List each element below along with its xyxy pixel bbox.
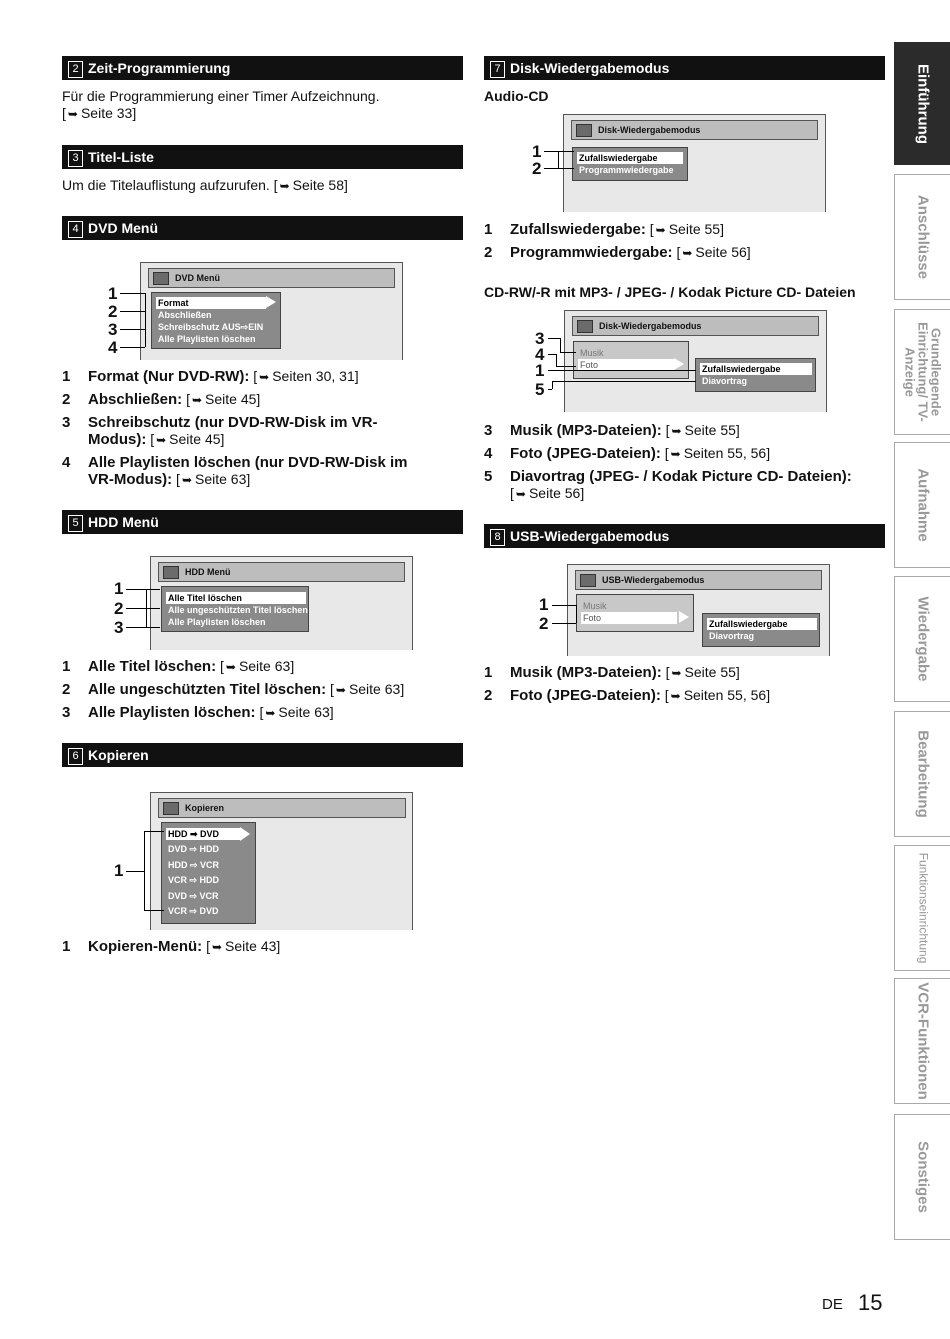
callout-number: 1 [535,361,545,380]
list-item: 1 Musik (MP3-Dateien): [ ➥ Seite 55] [484,664,740,681]
copy-icon [163,802,179,815]
menu-item[interactable]: Musik [583,601,607,611]
triangle-right-icon [674,358,684,370]
arrow-right-icon: ➥ [515,487,526,501]
section-header-disk-wiedergabemodus [484,56,885,80]
list-item: 5 Diavortrag (JPEG- / Kodak Picture CD- Dateien): [ ➥ Seite 56] [484,468,852,501]
arrow-right-icon: ➥ [682,246,693,260]
page-reference: Seite 58 [292,177,344,193]
callout-number: 3 [114,618,124,637]
menu-list [161,586,309,632]
callout-number: 5 [535,380,545,399]
menu-list [573,341,689,379]
list-item: 1 Kopieren-Menü: [ ➥ Seite 43] [62,938,281,955]
screen-header-label: HDD Menü [185,567,231,577]
callout-line [552,605,576,606]
menu-item[interactable]: VCR ⇨ DVD [168,906,219,916]
list-item: 1 Alle Titel löschen: [ ➥ Seite 63] [62,658,295,675]
menu-item[interactable]: Alle Playlisten löschen [158,334,256,344]
screen-header [148,268,395,288]
list-item: 4 Foto (JPEG-Dateien): [ ➥ Seiten 55, 56] [484,445,771,462]
cd-rw-screen [564,310,827,412]
section-number: 8 [490,529,505,546]
section-title: Kopieren [88,747,149,763]
arrow-right-icon: ➥ [265,706,276,720]
section-header-usb-wiedergabemodus [484,524,885,548]
tab-label: Grundlegende Einrichtung/ TV-Anzeige [902,322,943,422]
menu-item[interactable]: Format [156,297,266,309]
submenu-list [702,613,820,647]
screen-header [158,562,405,582]
section-number: 5 [68,515,83,532]
tab-label: Bearbeitung [914,730,931,818]
language-code: DE [822,1296,843,1313]
section-header-zeit-programmierung [62,56,463,80]
arrow-right-icon: ➥ [671,666,682,680]
dvd-menu-screen [140,262,403,360]
usb-screen [567,564,830,656]
tab-label: Aufnahme [914,468,931,542]
tab-label: Wiedergabe [914,596,931,682]
section-title: DVD Menü [88,220,158,236]
callout-line [126,627,160,628]
menu-item[interactable]: Abschließen [158,310,212,320]
menu-item[interactable]: Musik [580,348,604,358]
menu-item[interactable]: Foto [581,612,677,624]
tab-anschluesse[interactable] [894,174,950,300]
callout-number: 2 [539,614,549,633]
callout-line [556,366,576,367]
arrow-right-icon: ➥ [655,223,666,237]
callout-line [144,910,164,911]
arrow-right-icon: ➥ [181,473,192,487]
callout-bracket [560,338,561,352]
section-header-dvd-menu [62,216,463,240]
menu-list [151,292,281,349]
disc-icon [576,124,592,137]
arrow-right-icon: ➥ [225,660,236,674]
menu-item[interactable]: DVD ⇨ HDD [168,844,220,854]
menu-item[interactable]: DVD ⇨ VCR [168,891,219,901]
list-item: 2 Abschließen: [ ➥ Seite 45] [62,391,261,408]
callout-number: 2 [532,159,542,178]
kopieren-screen [150,792,413,930]
screen-header-label: Disk-Wiedergabemodus [598,125,701,135]
section-number: 3 [68,150,83,167]
menu-item[interactable]: Programmwiedergabe [579,165,674,175]
callout-line [552,381,696,382]
callout-number: 4 [108,338,118,357]
list-item: 2 Foto (JPEG-Dateien): [ ➥ Seiten 55, 56] [484,687,771,704]
section-number: 6 [68,748,83,765]
callout-number: 1 [108,284,118,303]
section-title: USB-Wiedergabemodus [510,528,670,544]
callout-number: 1 [539,595,549,614]
section-title: Zeit-Programmierung [88,60,231,76]
callout-line [548,338,560,339]
callout-line [126,608,160,609]
list-item: 3 Musik (MP3-Dateien): [ ➥ Seite 55] [484,422,740,439]
screen-header-label: Kopieren [185,803,225,813]
page-reference: Seite 33 [80,105,133,121]
callout-line [120,293,145,294]
screen-header [158,798,406,818]
usb-icon [580,574,596,587]
callout-bracket [552,381,553,389]
callout-line [120,329,145,330]
subsection-label: Audio-CD [484,88,549,104]
tab-grundlegende-einrichtung[interactable] [894,309,950,435]
arrow-right-icon: ➥ [191,393,203,407]
arrow-right-icon: ➥ [335,683,346,697]
menu-item[interactable]: VCR ⇨ HDD [168,875,220,885]
list-item: 3 Alle Playlisten löschen: [ ➥ Seite 63] [62,704,334,721]
callout-number: 2 [108,302,118,321]
callout-number: 4 [535,345,545,364]
callout-number: 3 [535,329,545,348]
tab-vcr-funktionen[interactable] [894,978,950,1104]
tab-label: Anschlüsse [914,194,931,280]
screen-header [575,570,822,590]
menu-item[interactable]: Alle Titel löschen [166,592,306,604]
callout-line [548,354,556,355]
callout-bracket [556,354,557,366]
tab-funktionseinrichtung[interactable] [894,845,950,971]
callout-number: 3 [108,320,118,339]
menu-item[interactable]: Alle ungeschützten Titel löschen [168,605,308,615]
list-item: 2 Alle ungeschützten Titel löschen: [ ➥ Seite 63] [62,681,405,698]
tab-label: VCR-Funktionen [914,982,931,1100]
subsection-label: CD-RW/-R mit MP3- / JPEG- / Kodak Picture CD- Dateien [484,284,856,300]
tab-label: Funktionseinrichtung [916,852,930,964]
description-text: Für die Programmierung einer Timer Aufzeichnung. [62,88,380,104]
menu-item[interactable]: HDD ➡ DVD [166,828,240,840]
tab-label: Sonstiges [914,1141,931,1213]
tab-sonstiges[interactable] [894,1114,950,1240]
section-header-kopieren [62,743,463,767]
section-number: 2 [68,61,83,78]
disc-icon [153,272,169,285]
list-item: 4 Alle Playlisten löschen (nur DVD-RW-Disk im VR-Modus): [ ➥ Seite 63] [62,454,408,488]
section-title: Disk-Wiedergabemodus [510,60,670,76]
screen-header [572,316,819,336]
menu-item[interactable]: Foto [578,359,674,371]
triangle-right-icon [679,611,689,623]
callout-line [120,311,145,312]
hdd-menu-screen [150,556,413,650]
arrow-right-icon: ➥ [279,179,290,193]
menu-item[interactable]: Diavortrag [702,376,748,386]
callout-bracket [146,589,147,627]
callout-bracket [145,293,146,347]
arrow-right-icon: ➥ [670,689,681,703]
menu-item[interactable]: Zufallswiedergabe [577,152,683,164]
menu-item[interactable]: Diavortrag [709,631,755,641]
screen-header-label: Disk-Wiedergabemodus [599,321,702,331]
tab-einfuehrung[interactable] [894,42,950,165]
callout-number: 1 [114,861,124,880]
menu-item[interactable]: Alle Playlisten löschen [168,617,266,627]
disc-icon [577,320,593,333]
arrow-right-icon: ➥ [156,433,167,447]
callout-line [126,589,160,590]
menu-list [576,594,694,632]
page-number: 15 [858,1290,883,1315]
tab-aufnahme[interactable] [894,442,950,568]
callout-line [548,389,552,390]
list-item: 2 Programmwiedergabe: [ ➥ Seite 56] [484,244,751,261]
menu-item[interactable]: Zufallswiedergabe [707,618,817,630]
list-item: 1 Zufallswiedergabe: [ ➥ Seite 55] [484,221,724,238]
callout-bracket [576,605,577,623]
arrow-right-icon: ➥ [67,107,78,121]
triangle-right-icon [240,827,250,841]
screen-header-label: USB-Wiedergabemodus [602,575,705,585]
callout-number: 1 [532,142,542,161]
callout-bracket [558,151,559,168]
callout-line [552,623,576,624]
section-header-hdd-menu [62,510,463,534]
section-number: 7 [490,61,505,78]
menu-item[interactable]: Schreibschutz AUS⇨EIN [158,322,264,332]
menu-list [572,147,688,181]
arrow-right-icon: ➥ [259,370,270,384]
triangle-right-icon [266,296,276,308]
callout-line [544,151,574,152]
tab-bearbeitung[interactable] [894,711,950,837]
screen-header-label: DVD Menü [175,273,220,283]
hdd-icon [163,566,179,579]
list-item: 1 Format (Nur DVD-RW): [ ➥ Seiten 30, 31] [62,368,359,385]
section-number: 4 [68,221,83,238]
callout-line [544,168,574,169]
callout-number: 2 [114,599,124,618]
tab-wiedergabe[interactable] [894,576,950,702]
callout-line [560,352,576,353]
callout-line [548,370,696,371]
callout-line [144,831,164,832]
menu-item[interactable]: Zufallswiedergabe [700,363,812,375]
arrow-right-icon: ➥ [211,940,223,954]
callout-number: 1 [114,579,124,598]
callout-line [126,871,144,872]
audio-cd-screen [563,114,826,212]
callout-line [120,347,145,348]
description-text: Um die Titelauflistung aufzurufen. [62,177,270,193]
callout-bracket [144,831,145,910]
tab-label: Einführung [914,63,931,144]
section-title: HDD Menü [88,514,159,530]
section-text: Für die Programmierung einer Timer Aufzeichnung. [ ➥ Seite 33] [62,88,380,121]
menu-list [161,822,256,924]
submenu-list [695,358,816,392]
section-text: Um die Titelauflistung aufzurufen. [ ➥ Seite 58] [62,177,348,193]
arrow-right-icon: ➥ [671,424,682,438]
arrow-right-icon: ➥ [670,447,681,461]
section-title: Titel-Liste [88,149,154,165]
section-header-titel-liste [62,145,463,169]
menu-item[interactable]: HDD ⇨ VCR [168,860,220,870]
list-item: 3 Schreibschutz (nur DVD-RW-Disk im VR- Modus): [ ➥ Seite 45] [62,414,378,448]
screen-header [571,120,818,140]
